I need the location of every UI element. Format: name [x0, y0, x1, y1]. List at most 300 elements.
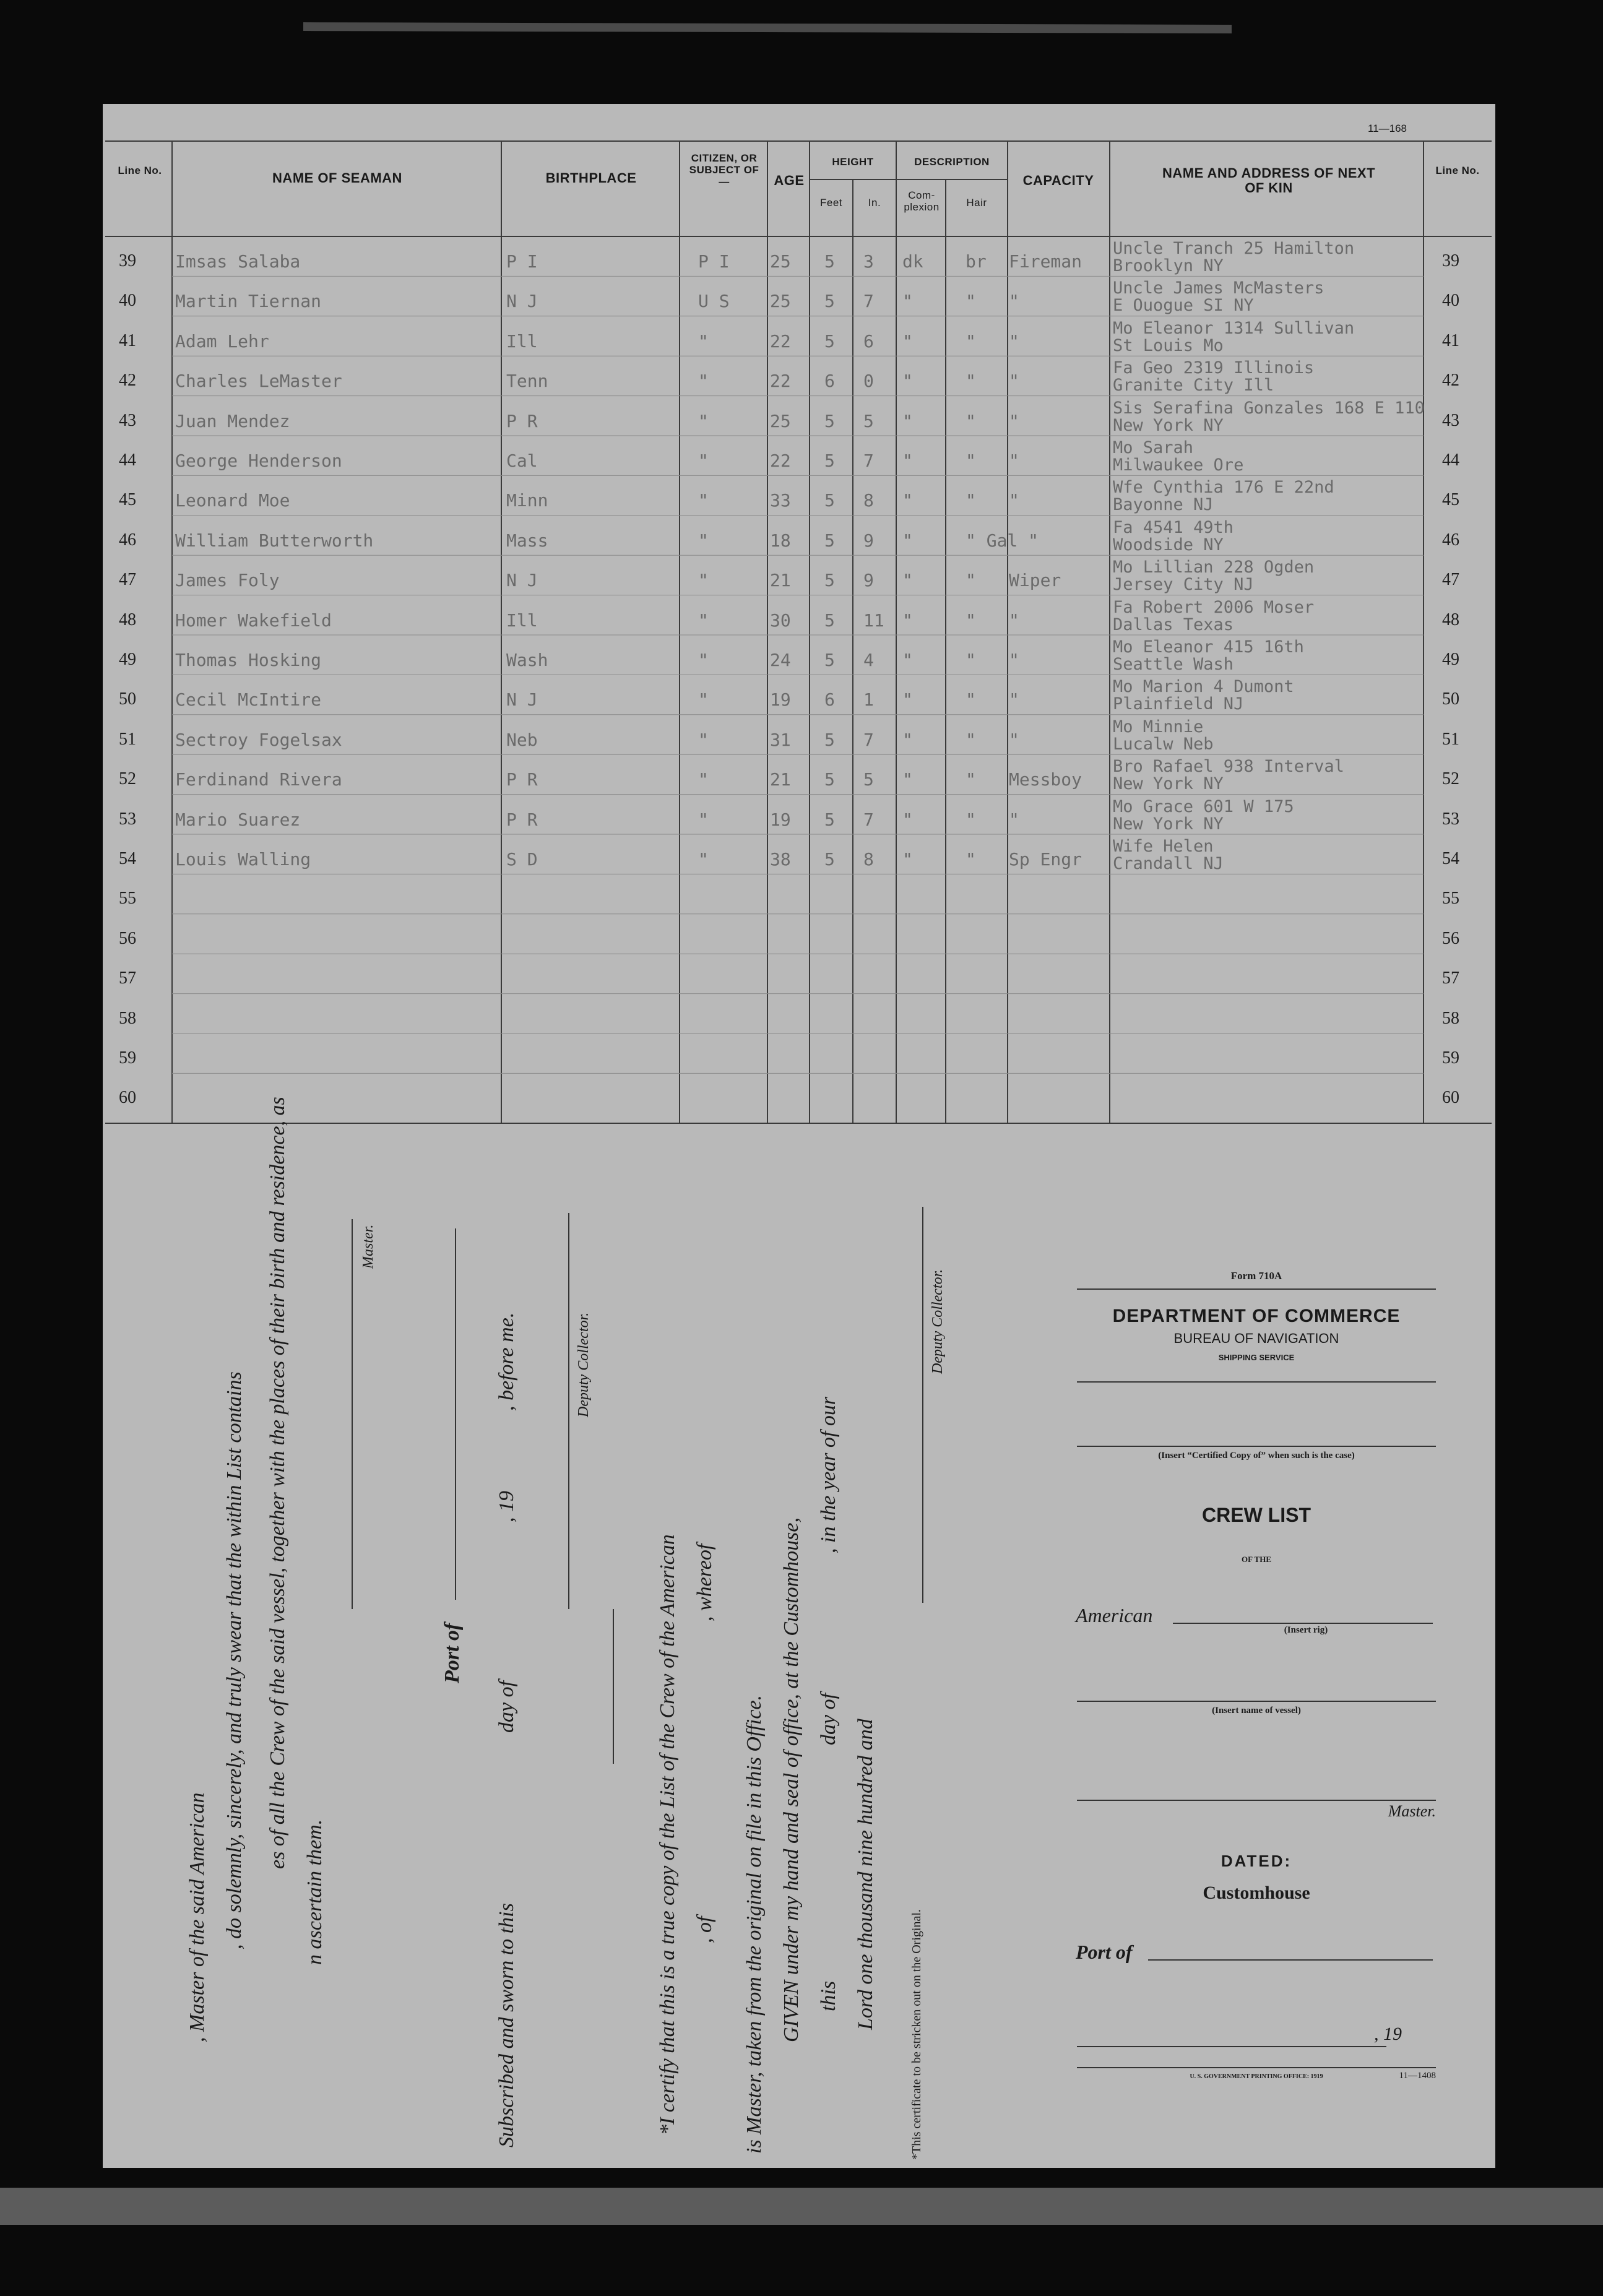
cert-of: , of — [693, 1916, 716, 1943]
cell-no: 51 — [1442, 729, 1459, 749]
cell-in: 7 — [863, 729, 874, 750]
cell-kin2: Bayonne NJ — [1113, 495, 1214, 515]
cell-cap: " — [1009, 729, 1019, 750]
cell-no: 46 — [1442, 530, 1459, 550]
cell-in: 11 — [863, 610, 884, 631]
table-row — [0, 757, 1603, 800]
table-row — [0, 597, 1603, 641]
cover-rule-2 — [1077, 1381, 1436, 1383]
table-row — [0, 920, 1603, 960]
cell-age: 30 — [770, 610, 791, 631]
cell-kin2: Seattle Wash — [1113, 655, 1234, 674]
table-row — [0, 239, 1603, 282]
cell-cap: " — [1009, 410, 1019, 431]
cell-no: 42 — [119, 371, 136, 391]
cell-no: 53 — [1442, 809, 1459, 829]
table-row — [0, 1079, 1603, 1119]
cell-age: 19 — [770, 689, 791, 710]
cover-master-line — [1077, 1800, 1436, 1801]
cell-no: 54 — [1442, 849, 1459, 868]
cell-citizen: " — [698, 410, 709, 431]
cell-name: Imsas Salaba — [175, 251, 301, 272]
cell-hair: " — [966, 729, 976, 750]
cell-ft: 5 — [824, 530, 835, 551]
cert-certify: *I certify that this is a true copy of the List of the Crew of the American — [656, 1534, 679, 2135]
cell-name: William Butterworth — [175, 530, 374, 551]
cell-cap: Wiper — [1009, 570, 1061, 591]
cell-citizen: " — [698, 729, 709, 750]
table-row — [0, 637, 1603, 681]
cell-citizen: " — [698, 769, 709, 790]
cell-birth: N J — [506, 689, 538, 710]
cell-in: 7 — [863, 809, 874, 830]
cell-age: 22 — [770, 371, 791, 392]
header-inches: In. — [868, 197, 881, 209]
cell-in: 8 — [863, 490, 874, 511]
cell-comp: " — [902, 490, 913, 511]
cell-no: 43 — [119, 410, 136, 430]
cell-cap: " — [1009, 650, 1019, 670]
cell-birth: N J — [506, 570, 538, 591]
cell-no: 50 — [1442, 689, 1459, 709]
table-row — [0, 558, 1603, 601]
cell-in: 7 — [863, 451, 874, 471]
cell-age: 19 — [770, 809, 791, 830]
cert-deputy-line-2 — [922, 1207, 923, 1603]
cell-birth: P I — [506, 251, 538, 272]
cell-birth: P R — [506, 769, 538, 790]
cell-hair: " — [966, 410, 976, 431]
cover-rule-bottom — [1077, 2067, 1436, 2068]
cover-dated: DATED: — [1221, 1852, 1292, 1870]
cell-birth: Neb — [506, 729, 538, 750]
cell-no: 45 — [1442, 490, 1459, 510]
cell-no: 44 — [1442, 451, 1459, 470]
cell-name: Leonard Moe — [175, 490, 290, 511]
cell-no: 43 — [1442, 410, 1459, 430]
cell-kin1: Mo Eleanor 1314 Sullivan — [1113, 318, 1355, 338]
cert-nineteen: , 19 — [495, 1491, 518, 1522]
cell-hair: " — [966, 371, 976, 392]
cell-birth: P R — [506, 809, 538, 830]
film-edge-top — [303, 22, 1232, 33]
cover-insert-rig: (Insert rig) — [1284, 1625, 1328, 1635]
header-height: HEIGHT — [832, 156, 874, 168]
cell-cap: " — [1009, 490, 1019, 511]
cell-kin2: St Louis Mo — [1113, 335, 1224, 355]
cell-age: 22 — [770, 330, 791, 352]
cell-in: 9 — [863, 570, 874, 591]
cell-comp: " — [902, 849, 913, 870]
cell-name: Adam Lehr — [175, 330, 269, 352]
cell-no: 60 — [1442, 1088, 1459, 1108]
cert-master-signature-label: Master. — [360, 1224, 376, 1269]
cell-comp: " — [902, 291, 913, 312]
cell-comp: " — [902, 410, 913, 431]
header-age: AGE — [774, 173, 805, 188]
cell-ft: 5 — [824, 729, 835, 750]
cell-name: Ferdinand Rivera — [175, 769, 342, 790]
cell-kin2: E Ouogue SI NY — [1113, 296, 1254, 316]
cover-american: American — [1076, 1604, 1153, 1626]
cell-kin2: Lucalw Neb — [1113, 734, 1214, 754]
cell-kin2: New York NY — [1113, 814, 1224, 834]
cell-in: 4 — [863, 650, 874, 670]
cell-citizen: " — [698, 451, 709, 471]
cell-no: 47 — [1442, 570, 1459, 590]
cell-cap: " — [1009, 330, 1019, 352]
cover-gpo: U. S. GOVERNMENT PRINTING OFFICE: 1919 — [1190, 2073, 1323, 2080]
cell-name: George Henderson — [175, 451, 342, 471]
cell-kin2: Plainfield NJ — [1113, 694, 1244, 714]
cell-kin2: Granite City Ill — [1113, 376, 1274, 395]
cell-name: Cecil McIntire — [175, 689, 322, 710]
table-row — [0, 1040, 1603, 1079]
cell-birth: Ill — [506, 330, 538, 352]
cell-no: 53 — [119, 809, 136, 829]
cell-no: 48 — [119, 610, 136, 629]
cell-ft: 5 — [824, 849, 835, 870]
cell-age: 31 — [770, 729, 791, 750]
cell-ft: 5 — [824, 490, 835, 511]
cell-ft: 6 — [824, 371, 835, 392]
cell-birth: Ill — [506, 610, 538, 631]
cell-ft: 5 — [824, 570, 835, 591]
cell-comp: " — [902, 809, 913, 830]
cell-comp: " — [902, 570, 913, 591]
cell-kin1: Wife Helen — [1113, 837, 1214, 856]
cell-ft: 5 — [824, 330, 835, 352]
form-number-top: 11—168 — [1368, 123, 1407, 134]
cell-age: 18 — [770, 530, 791, 551]
table-row — [0, 438, 1603, 481]
cover-rule-top — [1077, 1288, 1436, 1290]
cell-no: 51 — [119, 729, 136, 749]
table-row — [0, 1000, 1603, 1040]
cell-hair: " — [966, 849, 976, 870]
cover-crew-list-title: CREW LIST — [1202, 1504, 1311, 1526]
cert-before-me: , before me. — [495, 1312, 518, 1411]
cell-citizen: P I — [698, 251, 730, 272]
cell-no: 40 — [1442, 291, 1459, 311]
cell-kin1: Mo Grace 601 W 175 — [1113, 796, 1294, 816]
cell-cap: " — [1009, 291, 1019, 312]
cert-deputy-line — [568, 1213, 569, 1609]
cell-comp: dk — [902, 251, 923, 272]
cell-comp: " — [902, 650, 913, 670]
cover-rig-line — [1173, 1623, 1433, 1624]
cell-ft: 5 — [824, 610, 835, 631]
cell-kin1: Mo Sarah — [1113, 438, 1194, 457]
cell-hair: " Gal " — [966, 530, 1039, 551]
cell-name: Thomas Hosking — [175, 650, 322, 670]
cell-birth: Cal — [506, 451, 538, 471]
table-row — [0, 880, 1603, 920]
cell-cap: Messboy — [1009, 769, 1082, 790]
cert-day-of-2: day of — [817, 1693, 840, 1745]
cert-is-master: is Master, taken from the original on file in this Office. — [743, 1694, 766, 2154]
cell-kin1: Wfe Cynthia 176 E 22nd — [1113, 478, 1334, 498]
cell-cap: " — [1009, 610, 1019, 631]
cell-name: Louis Walling — [175, 849, 311, 870]
cell-in: 6 — [863, 330, 874, 352]
cert-whereof: , whereof — [693, 1543, 716, 1621]
cover-customhouse: Customhouse — [1203, 1883, 1310, 1903]
cell-birth: Wash — [506, 650, 548, 670]
cell-no: 49 — [1442, 650, 1459, 669]
cell-hair: " — [966, 769, 976, 790]
cell-hair: " — [966, 650, 976, 670]
cell-age: 25 — [770, 291, 791, 312]
cell-no: 58 — [119, 1008, 136, 1028]
cover-port-of: Port of — [1076, 1941, 1133, 1963]
cell-citizen: " — [698, 330, 709, 352]
table-row — [0, 278, 1603, 322]
cell-comp: " — [902, 729, 913, 750]
cell-in: 8 — [863, 849, 874, 870]
cell-in: 5 — [863, 410, 874, 431]
cell-no: 55 — [119, 889, 136, 908]
table-row — [0, 677, 1603, 720]
cell-no: 42 — [1442, 371, 1459, 391]
cell-age: 21 — [770, 570, 791, 591]
cell-hair: " — [966, 610, 976, 631]
cell-no: 58 — [1442, 1008, 1459, 1028]
cert-port-line — [455, 1228, 456, 1600]
cert-solemnly-line: , do solemnly, sincerely, and truly swear that the within List contains — [223, 1371, 246, 1949]
cover-department: DEPARTMENT OF COMMERCE — [1112, 1306, 1401, 1326]
cell-birth: P R — [506, 410, 538, 431]
cell-ft: 5 — [824, 251, 835, 272]
cell-no: 41 — [119, 330, 136, 350]
cell-birth: S D — [506, 849, 538, 870]
cell-name: Mario Suarez — [175, 809, 301, 830]
cert-this: this — [817, 1980, 840, 2011]
cell-age: 25 — [770, 410, 791, 431]
cert-ascertain-line: n ascertain them. — [303, 1819, 326, 1965]
cover-date-line — [1077, 2046, 1386, 2047]
cert-year-of-our: , in the year of our — [817, 1396, 840, 1553]
header-description: DESCRIPTION — [914, 156, 990, 168]
header-line-no-right: Line No. — [1435, 165, 1480, 176]
cell-no: 47 — [119, 570, 136, 590]
cell-kin1: Mo Eleanor 415 16th — [1113, 637, 1304, 657]
cell-citizen: " — [698, 530, 709, 551]
cover-form-number: Form 710A — [1230, 1270, 1282, 1282]
cell-no: 40 — [119, 291, 136, 311]
cover-vessel-line — [1077, 1701, 1436, 1702]
cell-no: 52 — [1442, 769, 1459, 789]
cell-kin1: Mo Lillian 228 Ogden — [1113, 558, 1315, 577]
table-row — [0, 358, 1603, 402]
header-line-no: Line No. — [118, 165, 162, 176]
cell-citizen: " — [698, 610, 709, 631]
cover-form-code: 11—1408 — [1399, 2071, 1436, 2081]
cell-name: Juan Mendez — [175, 410, 290, 431]
cover-service: SHIPPING SERVICE — [1218, 1353, 1295, 1362]
cert-crew-line: es of all the Crew of the said vessel, together with the places of their birth and residence, as — [266, 1097, 289, 1869]
cell-hair: " — [966, 809, 976, 830]
cell-no: 56 — [1442, 928, 1459, 948]
cell-cap: " — [1009, 689, 1019, 710]
table-row — [0, 796, 1603, 840]
cell-hair: br — [966, 251, 987, 272]
film-edge-bottom — [0, 2188, 1603, 2225]
cell-no: 49 — [119, 650, 136, 669]
cell-name: Martin Tiernan — [175, 291, 322, 312]
cert-master-signature-line — [352, 1219, 353, 1609]
cell-citizen: " — [698, 849, 709, 870]
cell-in: 9 — [863, 530, 874, 551]
cell-cap: " — [1009, 371, 1019, 392]
cell-citizen: " — [698, 809, 709, 830]
cell-kin1: Uncle James McMasters — [1113, 278, 1324, 298]
table-row — [0, 318, 1603, 362]
cell-name: Sectroy Fogelsax — [175, 729, 342, 750]
cert-day-of: day of — [495, 1680, 518, 1733]
cert-subscribed: Subscribed and sworn to this — [495, 1903, 518, 2147]
cell-name: Charles LeMaster — [175, 371, 342, 392]
cover-port-line — [1148, 1959, 1433, 1961]
cell-hair: " — [966, 291, 976, 312]
cover-insert-vessel: (Insert name of vessel) — [1212, 1706, 1301, 1716]
cell-hair: " — [966, 330, 976, 352]
cell-kin2: New York NY — [1113, 415, 1224, 435]
cert-deputy-label: Deputy Collector. — [576, 1312, 592, 1417]
table-row — [0, 517, 1603, 561]
cell-no: 52 — [119, 769, 136, 789]
cell-name: James Foly — [175, 570, 280, 591]
table-row — [0, 398, 1603, 442]
cert-port-of: Port of — [441, 1623, 464, 1683]
header-birthplace: BIRTHPLACE — [545, 170, 637, 186]
cell-ft: 5 — [824, 809, 835, 830]
cell-kin1: Mo Minnie — [1113, 717, 1204, 736]
cell-comp: " — [902, 330, 913, 352]
cell-kin1: Fa 4541 49th — [1113, 517, 1234, 537]
table-row — [0, 717, 1603, 761]
cell-no: 46 — [119, 530, 136, 550]
cell-hair: " — [966, 689, 976, 710]
cover-master: Master. — [1388, 1802, 1436, 1820]
cell-no: 57 — [119, 969, 136, 988]
cell-kin1: Mo Marion 4 Dumont — [1113, 677, 1294, 697]
cell-no: 48 — [1442, 610, 1459, 629]
cell-ft: 5 — [824, 650, 835, 670]
cell-kin1: Fa Geo 2319 Illinois — [1113, 358, 1315, 378]
table-row — [0, 837, 1603, 880]
cell-kin2: Dallas Texas — [1113, 615, 1234, 634]
cell-hair: " — [966, 570, 976, 591]
cell-age: 33 — [770, 490, 791, 511]
cover-bureau: BUREAU OF NAVIGATION — [1173, 1331, 1339, 1346]
cert-deputy-label-2: Deputy Collector. — [930, 1269, 946, 1374]
cell-in: 3 — [863, 251, 874, 272]
cell-comp: " — [902, 371, 913, 392]
cell-cap: Fireman — [1009, 251, 1082, 272]
cell-no: 56 — [119, 928, 136, 948]
cell-citizen: U S — [698, 291, 730, 312]
cell-comp: " — [902, 530, 913, 551]
cell-citizen: " — [698, 371, 709, 392]
cell-age: 24 — [770, 650, 791, 670]
cell-kin2: New York NY — [1113, 774, 1224, 794]
cover-nineteen: , 19 — [1374, 2024, 1402, 2044]
cell-name: Homer Wakefield — [175, 610, 332, 631]
header-capacity: CAPACITY — [1022, 173, 1094, 188]
cell-kin2: Woodside NY — [1113, 535, 1224, 555]
header-feet: Feet — [819, 197, 843, 209]
cell-birth: Tenn — [506, 371, 548, 392]
cell-kin2: Jersey City NJ — [1113, 575, 1254, 595]
cell-kin2: Milwaukee Ore — [1113, 455, 1244, 475]
cell-comp: " — [902, 610, 913, 631]
cell-cap: Sp Engr — [1009, 849, 1082, 870]
header-name: NAME OF SEAMAN — [272, 170, 402, 186]
cell-kin1: Bro Rafael 938 Interval — [1113, 757, 1344, 777]
cell-citizen: " — [698, 689, 709, 710]
cell-kin1: Fa Robert 2006 Moser — [1113, 597, 1315, 617]
cell-age: 21 — [770, 769, 791, 790]
cell-no: 57 — [1442, 969, 1459, 988]
cell-no: 60 — [119, 1088, 136, 1108]
cell-ft: 5 — [824, 410, 835, 431]
cell-birth: Mass — [506, 530, 548, 551]
cert-master-line: , Master of the said American — [186, 1792, 209, 2042]
cell-kin2: Brooklyn NY — [1113, 256, 1224, 275]
cell-citizen: " — [698, 570, 709, 591]
cell-birth: Minn — [506, 490, 548, 511]
cell-no: 44 — [119, 451, 136, 470]
header-hair: Hair — [966, 197, 987, 209]
cell-kin2: Crandall NJ — [1113, 854, 1224, 873]
cert-lord: Lord one thousand nine hundred and — [854, 1719, 877, 2030]
cell-citizen: " — [698, 490, 709, 511]
header-complexion: Com-plexion — [904, 189, 940, 213]
cell-ft: 5 — [824, 291, 835, 312]
cell-no: 50 — [119, 689, 136, 709]
cell-no: 59 — [119, 1048, 136, 1068]
cell-cap: " — [1009, 451, 1019, 471]
cell-no: 41 — [1442, 330, 1459, 350]
cell-kin1: Uncle Tranch 25 Hamilton — [1113, 239, 1355, 258]
cell-ft: 5 — [824, 451, 835, 471]
header-next-of-kin: NAME AND ADDRESS OF NEXT OF KIN — [1162, 165, 1376, 196]
cell-age: 25 — [770, 251, 791, 272]
cell-in: 5 — [863, 769, 874, 790]
cell-hair: " — [966, 490, 976, 511]
cell-no: 54 — [119, 849, 136, 868]
cell-no: 45 — [119, 490, 136, 510]
cert-given: GIVEN under my hand and seal of office, at the Customhouse, — [780, 1517, 803, 2042]
cell-no: 39 — [1442, 251, 1459, 270]
cover-of-the: OF THE — [1241, 1555, 1272, 1564]
cell-ft: 6 — [824, 689, 835, 710]
cover-insert-certified: (Insert “Certified Copy of” when such is the case) — [1158, 1451, 1355, 1461]
cell-birth: N J — [506, 291, 538, 312]
cell-no: 55 — [1442, 889, 1459, 908]
cell-kin1: Sis Serafina Gonzales 168 E 110 — [1113, 398, 1425, 418]
cell-in: 1 — [863, 689, 874, 710]
table-row — [0, 960, 1603, 999]
cert-footnote: *This certificate to be stricken out on the Original. — [910, 1909, 923, 2160]
cell-no: 59 — [1442, 1048, 1459, 1068]
cell-age: 22 — [770, 451, 791, 471]
cell-citizen: " — [698, 650, 709, 670]
cell-in: 0 — [863, 371, 874, 392]
cell-comp: " — [902, 769, 913, 790]
cell-comp: " — [902, 451, 913, 471]
